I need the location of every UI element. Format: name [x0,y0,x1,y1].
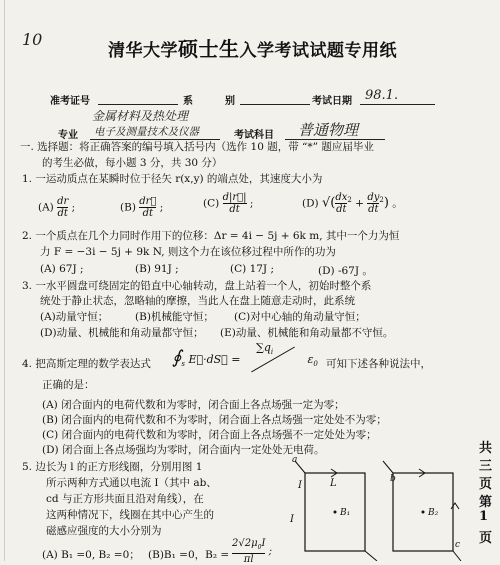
major-label: 专业 [58,130,78,141]
lead-c [453,551,461,561]
corner-mark: 10 [22,30,43,49]
q1-option-a: (A) $\frac{dr}{dt}$ ; [38,196,76,219]
q4-option-d: (D) 闭合面上各点场强均为零时，闭合面内一定处处无电荷。 [42,444,325,456]
q5-line-4: 这两种情况下，线圈在其中心产生的 [46,509,214,521]
q2-option-b: (B) 91J ; [135,263,179,275]
subject-value: 普通物理 [298,121,359,139]
side-char-3: 页 [478,477,492,492]
side-char-2: 三 [478,459,492,474]
q2-text: 2. 一个质点在几个力同时作用下的位移：Δr = 4i − 5j + 6k m, 其中一个力为恒 [22,230,400,242]
center-dot-2 [422,511,425,514]
q5-option-a: (A) B₁ =0, B₂ =0； [42,549,140,561]
side-char-1: 共 [478,441,492,456]
label-I-left-2: I [290,514,294,525]
label-I-left: I [298,480,302,491]
lead-d [365,551,377,561]
exam-number-label: 准考证号 [50,96,90,107]
q4-option-c: (C) 闭合面内的电荷代数和为零时，闭合面上各点场强不一定处处为零； [42,429,377,441]
q1-b-formula: $\frac{dr⃗}{dt}$ [139,196,157,219]
major-value-2: 电子及测量技术及仪器 [94,126,199,138]
date-label: 考试日期 [312,96,352,107]
q4-text-2: 正确的是： [42,379,95,391]
arrow-3 [451,503,459,509]
q1-c-label: (C) [203,197,220,210]
label-a: a [292,455,298,465]
q4-option-a: (A) 闭合面内的电荷代数和为零时，闭合面上各点场强一定为零； [42,399,345,411]
q5-line-2: 所示两种方式通以电流 I（其中 ab、 [46,477,217,489]
label-b: b [390,474,396,484]
q3-option-d: (D)动量、机械能和角动量都守恒； [40,327,204,339]
title-pre: 清华大学 [108,41,178,61]
lead-b [383,461,393,473]
label-c: c [455,540,461,550]
side-char-4: 第 [478,495,492,510]
q2-option-c: (C) 17J ; [230,263,275,275]
dept-line [240,104,310,105]
center-dot-1 [334,511,337,514]
q3-option-b: (B)机械能守恒； [135,311,214,323]
page-title [108,33,397,62]
q1-a-label: (A) [38,201,54,214]
date-line [360,104,435,105]
q3-option-c: (C)对中心轴的角动量守恒； [234,311,366,323]
q1-d-label: (D) [302,197,319,210]
q2-option-a: (A) 67J ; [40,263,84,275]
exam-number-line [98,104,178,105]
q4-gauss-formula: $∮_s$ E⃗·dS⃗ = $\sum q_i$ $\varepsilon_0$ [172,345,318,375]
side-char-5: 1 [478,509,488,524]
page-edge [4,0,5,561]
section1-heading-2: 的考生必做，每小题 3 分，共 30 分） [42,157,223,169]
label-L-1: L [330,478,337,489]
section1-heading: 一. 选择题：将正确答案的编号填入括号内（选作 10 题，带 “*” 题应届毕业 [20,141,374,153]
q1-a-formula: $\frac{dr}{dt}$ [57,196,69,219]
label-B1: B₁ [340,508,351,518]
subject-label: 考试科目 [234,130,274,141]
major-value-1: 金属材料及热处理 [92,109,189,123]
q3-text: 3. 一水平圆盘可绕固定的铅直中心轴转动，盘上站着一个人，初始时整个系 [22,280,372,292]
q5-line-1: 5. 边长为 l 的正方形线圈，分别用图 1 [22,461,203,473]
title-post: 入学考试试题专用纸 [239,41,397,61]
side-char-6: 页 [478,531,492,546]
q1-option-b: (B) $\frac{dr⃗}{dt}$ ; [120,196,164,219]
q1-text: 1. 一运动质点在某瞬时位于径矢 r(x,y) 的端点处，其速度大小为 [22,173,323,185]
q2-option-d: (D) -67J 。 [318,265,373,277]
q4-text-pre: 4. 把高斯定理的数学表达式 [22,358,151,370]
q5-line-5: 磁感应强度的大小分别为 [46,525,162,537]
q1-option-d: (D) √( $\frac{dx}{dt}$ $^2$ + $\frac{dy}{dt}$ $^2$) 。 [302,192,403,215]
q1-option-c: (C) $\frac{d|r⃗|}{dt}$ ; [203,192,254,215]
q5-line-3: cd 与正方形共面且沿对角线），在 [46,493,204,505]
q4-text-post: 可知下述各种说法中， [326,358,431,370]
q1-b-label: (B) [120,201,136,214]
q1-c-formula: $\frac{d|r⃗|}{dt}$ [222,192,247,215]
q2-text-2: 力 F = −3i − 5j + 9k N, 则这个力在该位移过程中所作的功为 [40,246,336,258]
q5-option-b-formula: $\frac{2√2\mu_0I}{\pi l}$ ; [232,538,272,565]
dept-separator: 别 [225,96,235,107]
q3-option-a: (A)动量守恒； [40,311,109,323]
title-big: 硕士生 [178,37,240,61]
label-B2: B₂ [428,508,439,518]
dept-label: 系 [183,96,193,107]
q5-option-b: (B)B₁ =0，B₂ = [148,549,230,561]
q4-option-b: (B) 闭合面内的电荷代数和不为零时，闭合面上各点场强一定处处不为零； [42,414,387,426]
date-value: 98.1. [365,88,399,103]
q3-option-e: (E)动量、机械能和角动量都不守恒。 [220,327,394,339]
q3-text-2: 统处于静止状态，忽略轴的摩擦，当此人在盘上随意走动时，此系统 [40,295,355,307]
